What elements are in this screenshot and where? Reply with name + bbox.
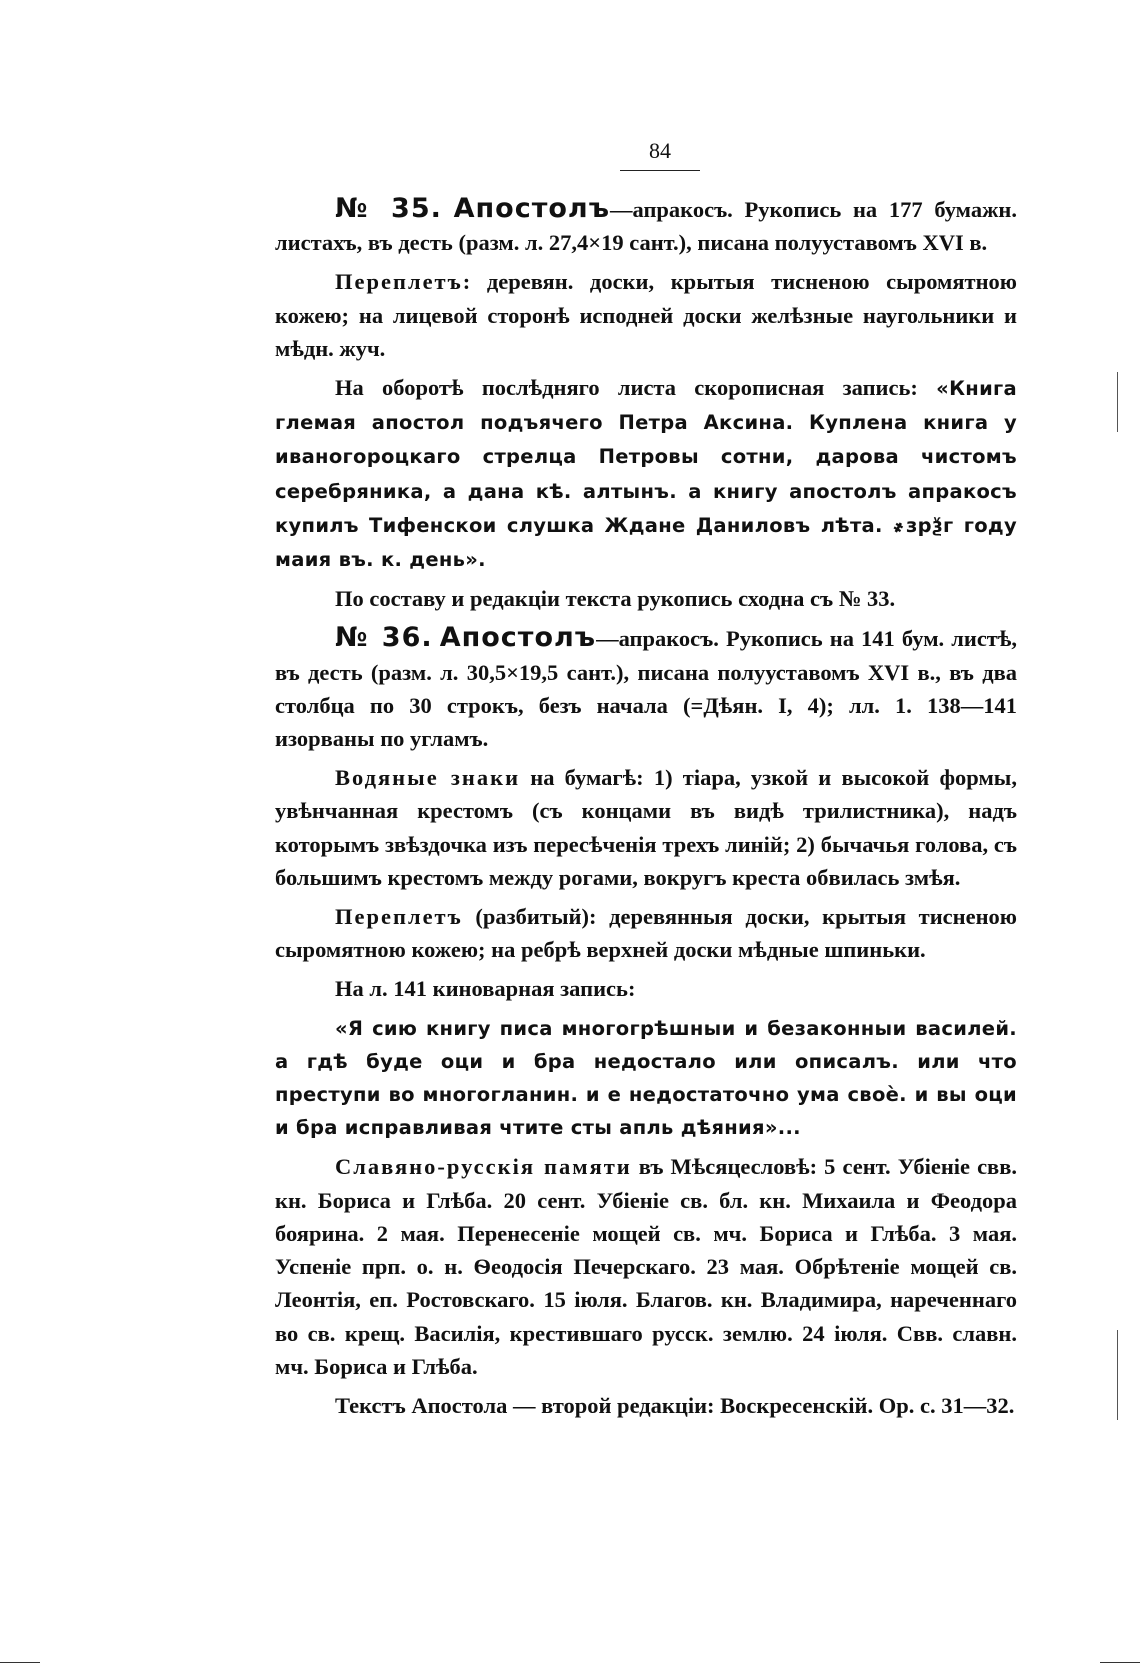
entry-36-binding — [275, 900, 1017, 966]
entry-36-intro: —апракосъ. Рукопись на 141 бум. листѣ, въ десть (разм. л. 30,5×19,5 сант.), писана полууставомъ XVI в., въ два столбца по 30 строкъ, безъ начала (=Дѣян. I, 4); лл. 1. 138—141 изорваны по угламъ. — [275, 626, 1017, 752]
entry-35-binding — [275, 265, 1017, 365]
entry-36-number: № 36. — [335, 622, 433, 654]
entry-36-text-label: Текстъ Апостола — [335, 1392, 508, 1418]
page-edge-line — [1100, 1662, 1140, 1663]
entry-36-memorials-text: въ Мѣсяцесловѣ: 5 сент. Убіеніе свв. кн. Бориса и Глѣба. 20 сент. Убіеніе св. бл. кн. Михаила и Феодора боярина. 2 мая. Перенесеніе мощей св. мч. Бориса и Глѣба. 3 мая. Успеніе прп. о. н. Ѳеодосія Печерскаго. 23 мая. Обрѣтеніе мощей св. Леонтія, еп. Ростовскаго. 15 іюля. Благов. кн. Владимира, нареченнаго во св. крещ. Василія, крестившаго русск. землю. 24 іюля. Свв. славн. мч. Бориса и Глѣба. — [275, 1154, 1017, 1379]
entry-36-watermarks-label: Водяные знаки — [335, 765, 521, 791]
page-edge-line — [0, 1662, 40, 1663]
entry-35-note-slavonic: «Книга глемая апостол подъячего Петра Аксина. Куплена книга у иваногороцкаго стрелца Петровы сотни, дарова чистомъ серебряника, а дана кѣ. алтынъ. а книгу апостолъ апракосъ купилъ Тифенскои слушка Ждане Даниловъ лѣта. ҂зрѯг году маия въ. к. день». — [275, 377, 1017, 572]
entry-35-note-intro: На оборотѣ послѣдняго листа скорописная запись: — [335, 375, 937, 401]
margin-mark — [1117, 372, 1118, 432]
entry-36-text-body: — второй редакціи: Воскресенскій. Ор. с. 31—32. — [507, 1392, 1015, 1418]
page-number-rule — [620, 170, 700, 171]
entry-36-memorials — [275, 1150, 1017, 1382]
entry-36-watermarks — [275, 761, 1017, 894]
margin-mark — [1117, 1330, 1118, 1420]
page-number: 84 — [649, 138, 671, 163]
entry-36-title: Апостолъ — [439, 622, 597, 654]
entry-35-binding-label: Переплетъ — [335, 269, 463, 295]
entry-36-memorials-label: Славяно-русскія памяти — [335, 1154, 632, 1180]
entry-36-record-intro: На л. 141 киноварная запись: — [335, 976, 636, 1002]
entry-36-binding-label: Переплетъ — [335, 904, 463, 930]
entry-35-composition: По составу и редакціи текста рукопись сходна съ № 33. — [335, 586, 896, 612]
entry-36-header — [275, 621, 1017, 755]
page-body — [275, 192, 1017, 1428]
entry-35-note — [275, 371, 1017, 576]
entry-36-record-slavonic: «Я сию книгу писа многогрѣшныи и безаконныи василей. а гдѣ буде оци и бра недостало или описалъ. или что преступи во многогланин. и е недостаточно ума своѐ. и вы оци и бра исправливая чтите сты апль дѣяния»... — [275, 1016, 1017, 1140]
entry-35-number: № 35. — [335, 193, 442, 224]
entry-36-binding-text: (разбитый): деревянныя доски, крытыя тисненою сыромятною кожею; на ребрѣ верхней доски мѣдные шпиньки. — [275, 904, 1017, 963]
entry-35-binding-text: : деревян. доски, крытыя тисненою сыромятною кожею; на лицевой сторонѣ исподней доски желѣзные наугольники и мѣдн. жуч. — [275, 269, 1017, 361]
entry-36-watermarks-text: на бумагѣ: 1) тіара, узкой и высокой формы, увѣнчанная крестомъ (съ концами въ видѣ трилистника), надъ которымъ звѣздочка изъ пересѣченія трехъ линій; 2) бычачья голова, съ большимъ крестомъ между рогами, вокругъ креста обвилась змѣя. — [275, 765, 1017, 890]
entry-36-text-edition — [275, 1389, 1017, 1422]
entry-35-header — [275, 192, 1017, 259]
entry-35-title: Апостолъ — [453, 193, 610, 224]
entry-35-intro: —апракосъ. Рукопись на 177 бумажн. листахъ, въ десть (разм. л. 27,4×19 сант.), писана полууставомъ XVI в. — [275, 197, 1018, 256]
